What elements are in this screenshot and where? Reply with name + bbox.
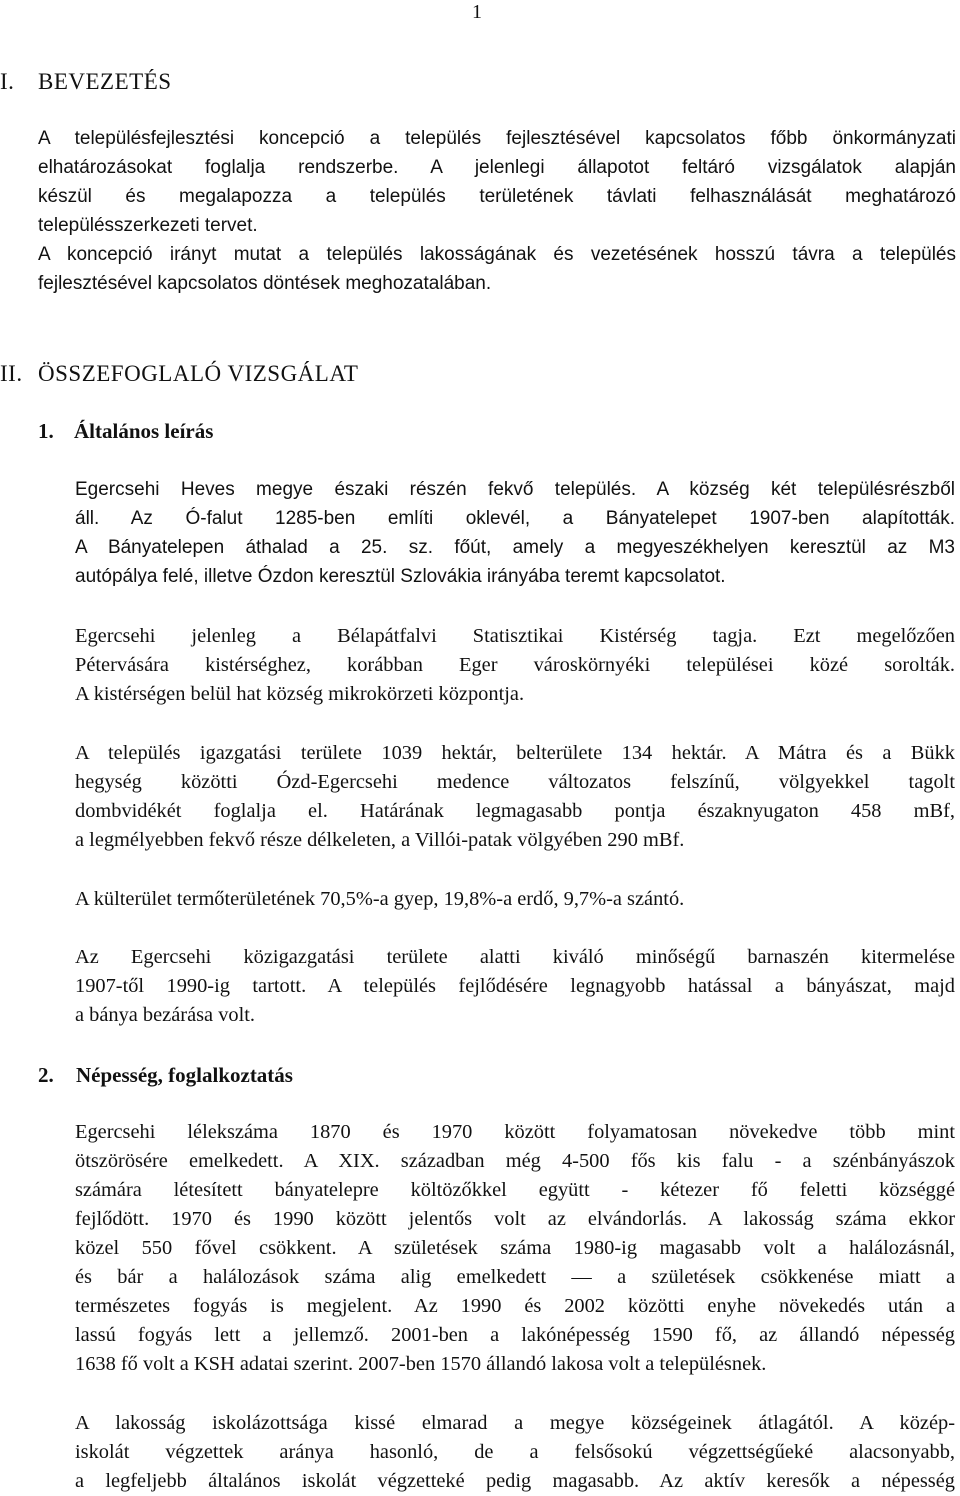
subsection-number: 1. <box>38 419 54 443</box>
page-number: 1 <box>472 1 482 23</box>
paragraph-line: fejlesztésével kapcsolatos döntések meghozatalában. <box>38 273 492 294</box>
population-paragraph-1 <box>75 1118 955 1379</box>
intro-paragraph-1 <box>38 124 956 240</box>
general-paragraph-2 <box>75 622 955 709</box>
paragraph-line: számára létesített bányatelepre költözőkkel együtt - kétezer fő feletti községgé <box>75 1179 955 1201</box>
subsection-number: 2. <box>38 1063 54 1087</box>
paragraph-line: és bár a halálozások száma alig emelkedett — a születések csökkenése miatt a <box>75 1266 955 1288</box>
subsection-title: Népesség, foglalkoztatás <box>76 1063 293 1087</box>
paragraph-line: lassú fogyás lett a jellemző. 2001-ben a lakónépesség 1590 fő, az állandó népesség <box>75 1324 955 1346</box>
paragraph-line: ötszörösére emelkedett. A XIX. században még 4-500 fős kis falu - a szénbányászok <box>75 1150 955 1172</box>
paragraph-line: A településfejlesztési koncepció a település fejlesztésével kapcsolatos főbb önkormányzati <box>38 128 956 149</box>
paragraph-line: dombvidékét foglalja el. Határának legmagasabb pontja északnyugaton 458 mBf, <box>75 800 955 822</box>
paragraph-line: Pétervására kistérséghez, korábban Eger városkörnyéki települései közé sorolták. <box>75 654 955 676</box>
general-paragraph-4 <box>75 885 955 914</box>
intro-paragraph-2 <box>38 240 956 298</box>
section-number: II. <box>0 361 23 386</box>
section-heading-introduction <box>0 68 172 96</box>
paragraph-line: elhatározásokat foglalja rendszerbe. A jelenlegi állapotot feltáró vizsgálatok alapján <box>38 157 956 178</box>
paragraph-line: iskolát végzettek aránya hasonló, de a felsősokú végzettségűeké alacsonyabb, <box>75 1441 955 1463</box>
paragraph-line: a legmélyebben fekvő része délkeleten, a Villói-patak völgyében 290 mBf. <box>75 829 685 851</box>
paragraph-line: A Bányatelepen áthalad a 25. sz. főút, amely a megyeszékhelyen keresztül az M3 <box>75 537 955 558</box>
paragraph-line: készül és megalapozza a település területének távlati felhasználását meghatározó <box>38 186 956 207</box>
paragraph-line: Egercsehi Heves megye északi részén fekvő település. A község két településrészből <box>75 479 955 500</box>
general-paragraph-5 <box>75 943 955 1030</box>
paragraph-line: Egercsehi lélekszáma 1870 és 1970 között folyamatosan növekedve több mint <box>75 1121 955 1143</box>
subsection-title: Általános leírás <box>74 419 214 443</box>
paragraph-line: A külterület termőterületének 70,5%-a gyep, 19,8%-a erdő, 9,7%-a szántó. <box>75 888 685 910</box>
paragraph-line: a bánya bezárása volt. <box>75 1004 256 1026</box>
general-paragraph-1 <box>75 475 955 591</box>
paragraph-line: közel 550 fővel csökkent. A születések száma 1980-ig magasabb volt a halálozásnál, <box>75 1237 955 1259</box>
paragraph-line: A lakosság iskolázottsága kissé elmarad a megye községeinek átlagától. A közép- <box>75 1412 955 1434</box>
subsection-heading-general <box>38 418 213 444</box>
paragraph-line: fejlődött. 1970 és 1990 között jelentős volt az elvándorlás. A lakosság száma ekkor <box>75 1208 955 1230</box>
section-heading-summary <box>0 360 358 388</box>
paragraph-line: 1907-től 1990-ig tartott. A település fejlődésére legnagyobb hatással a bányászat, majd <box>75 975 955 997</box>
paragraph-line: A koncepció irányt mutat a település lakosságának és vezetésének hosszú távra a település <box>38 244 956 265</box>
population-paragraph-2 <box>75 1409 955 1496</box>
section-number: I. <box>0 69 15 94</box>
paragraph-line: 1638 fő volt a KSH adatai szerint. 2007-ben 1570 állandó lakosa volt a településnek. <box>75 1353 767 1375</box>
general-paragraph-3 <box>75 739 955 855</box>
subsection-heading-population <box>38 1062 293 1088</box>
paragraph-line: településszerkezeti tervet. <box>38 215 258 236</box>
paragraph-line: Az Egercsehi közigazgatási területe alatti kiváló minőségű barnaszén kitermelése <box>75 946 955 968</box>
paragraph-line: természetes fogyás is megjelent. Az 1990 és 2002 közötti enyhe növekedés után a <box>75 1295 955 1317</box>
paragraph-line: Egercsehi jelenleg a Bélapátfalvi Statisztikai Kistérség tagja. Ezt megelőzően <box>75 625 955 647</box>
paragraph-line: A kistérségen belül hat község mikrokörzeti központja. <box>75 683 525 705</box>
paragraph-line: áll. Az Ó-falut 1285-ben említi oklevél, a Bányatelepet 1907-ben alapították. <box>75 508 955 529</box>
paragraph-line: A település igazgatási területe 1039 hektár, belterülete 134 hektár. A Mátra és a Bükk <box>75 742 955 764</box>
paragraph-line: hegység közötti Ózd-Egercsehi medence változatos felszínű, völgyekkel tagolt <box>75 771 955 793</box>
section-title: ÖSSZEFOGLALÓ VIZSGÁLAT <box>38 361 359 386</box>
paragraph-line: a legfeljebb általános iskolát végzetteké pedig magasabb. Az aktív keresők a népesség <box>75 1470 955 1492</box>
paragraph-line: autópálya felé, illetve Ózdon keresztül Szlovákia irányába teremt kapcsolatot. <box>75 566 726 587</box>
section-title: BEVEZETÉS <box>38 69 172 94</box>
